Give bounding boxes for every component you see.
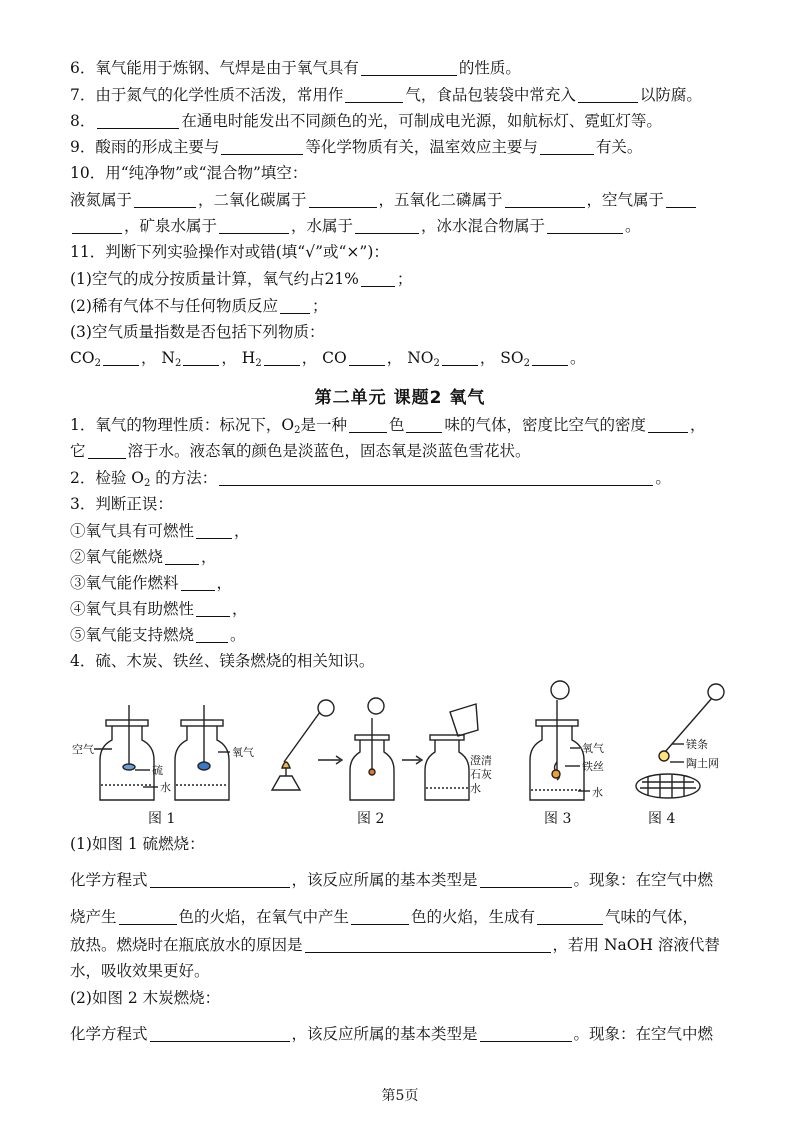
part-1-line-1: 化学方程式 ，该反应所属的基本类型是 。现象：在空气中燃 [70,871,714,889]
part-1-line-2: 烧产生 色的火焰，在氧气中产生 色的火焰，生成有 气味的气体， [70,908,699,926]
question-9: 9．酸雨的形成主要与 等化学物质有关，温室效应主要与 有关。 [70,138,643,156]
question-7: 7．由于氮气的化学性质不活泼，常用作 气，食品包装袋中常充入 以防腐。 [70,86,702,104]
oxygen-question-4: 4．硫、木炭、铁丝、镁条燃烧的相关知识。 [70,652,375,670]
question-10-row-2: ，矿泉水属于 ，水属于 ，冰水混合物属于 。 [70,216,641,236]
jar-iron-wire [530,681,584,800]
oxygen-question-3-title: 3．判断正误： [70,495,173,513]
label-air: 空气 [72,743,94,756]
magnesium-ribbon-burning [636,684,724,798]
question-10-title: 10．用“纯净物”或“混合物”填空： [70,164,308,182]
label-sulfur: 硫 [152,764,163,777]
question-6: 6．氧气能用于炼钢、气焊是由于氧气具有 的性质。 [70,59,521,77]
oxygen-question-1-line-2: 它 溶于水。液态氧的颜色是淡蓝色，固态氧是淡蓝色雪花状。 [70,442,531,460]
figure-2-label: 图 2 [357,811,385,827]
label-limewater-2: 石灰 [470,768,492,781]
oxygen-question-1: 1．氧气的物理性质：标况下，$O_2$是一种 色 味的气体，密度比空气的密度 ， [70,416,706,436]
answer-blank[interactable] [480,1025,572,1042]
label-water: 水 [160,781,171,794]
label-gauze: 陶土网 [686,757,719,770]
part-2-line-1: 化学方程式 ，该反应所属的基本类型是 。现象：在空气中燃 [70,1025,714,1043]
figure-4-label: 图 4 [648,811,676,827]
answer-blank[interactable] [150,1025,290,1042]
alcohol-lamp [272,700,334,790]
label-oxygen: 氧气 [232,746,254,759]
answer-blank[interactable] [305,936,551,953]
part-1-title: (1)如图 1 硫燃烧： [70,835,205,853]
section-title: 第二单元 课题2 氧气 [314,388,486,408]
answer-blank[interactable] [480,871,572,888]
question-11-item-3: (3)空气质量指数是否包括下列物质： [70,323,325,341]
answer-blank[interactable] [119,908,177,925]
label-magnesium: 镁条 [686,738,708,751]
part-2-title: (2)如图 2 木炭燃烧： [70,989,221,1007]
label-water-2: 水 [592,786,603,799]
label-iron-wire: 铁丝 [582,760,604,773]
answer-blank[interactable] [150,871,290,888]
judge-item-3: ③氧气能作燃料 ， [70,574,233,592]
label-limewater-1: 澄清 [470,754,492,767]
judge-item-5: ⑤氧气能支持燃烧 。 [70,626,246,644]
part-1-line-4: 水，吸收效果更好。 [70,962,210,980]
label-limewater-3: 水 [470,782,481,795]
judge-item-2: ②氧气能燃烧 ， [70,548,217,566]
judge-item-1: ①氧气具有可燃性 ， [70,522,250,540]
page-number: 第5页 [381,1088,419,1104]
oxygen-question-2: 2．检验 $O_2$ 的方法： 。 [70,469,671,489]
question-8: 8． 在通电时能发出不同颜色的光，可制成电光源，如航标灯、霓虹灯等。 [70,112,662,130]
part-1-line-3: 放热。燃烧时在瓶底放水的原因是 ，若用 NaOH 溶液代替 [70,936,720,954]
figure-3-label: 图 3 [544,811,572,827]
label-oxygen-2: 氧气 [582,742,604,755]
question-11-gases: $CO_2$ ， $N_2$ ， $H_2$ ， CO ， $NO_2$ ， $SO_2$ 。 [70,349,586,369]
judge-item-4: ④氧气具有助燃性 ， [70,600,248,618]
answer-blank[interactable] [351,908,409,925]
question-10-row-1: 液氮属于 ，二氧化碳属于 ，五氧化二磷属于 ，空气属于 [70,190,698,210]
question-11-item-1: (1)空气的成分按质量计算，氧气约占21% ； [70,270,413,288]
jar-charcoal [350,698,394,800]
question-11-title: 11．判断下列实验操作对或错(填“√”或“×”)： [70,243,389,261]
question-11-item-2: (2)稀有气体不与任何物质反应 ； [70,297,328,315]
jar-air-sulfur [100,705,154,800]
figure-1-label: 图 1 [148,811,176,827]
answer-blank[interactable] [537,908,603,925]
